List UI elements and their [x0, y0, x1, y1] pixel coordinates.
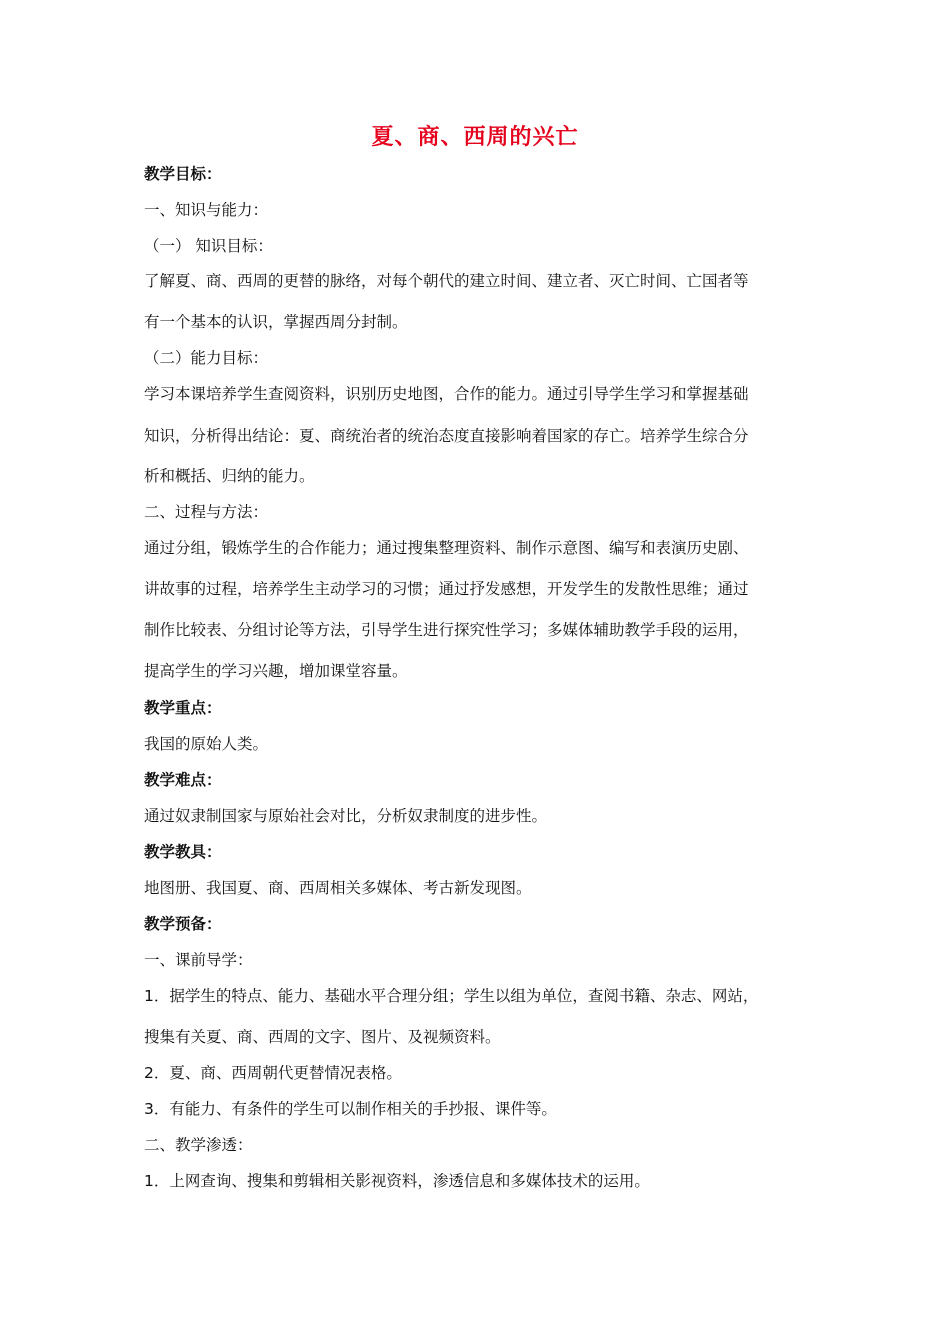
paragraph-line: 我国的原始人类。: [144, 735, 269, 753]
paragraph-line: 讲故事的过程，培养学生主动学习的习惯；通过抒发感想，开发学生的发散性思维；通过: [144, 580, 749, 598]
heading-teaching-preparation: 教学预备：: [144, 915, 222, 933]
paragraph-line: 通过分组，锻炼学生的合作能力；通过搜集整理资料、制作示意图、编写和表演历史剧、: [144, 539, 749, 557]
paragraph-line: 了解夏、商、西周的更替的脉络，对每个朝代的建立时间、建立者、灭亡时间、亡国者等: [144, 272, 749, 290]
paragraph-line: 学习本课培养学生查阅资料，识别历史地图，合作的能力。通过引导学生学习和掌握基础: [144, 385, 749, 403]
list-item: 3．有能力、有条件的学生可以制作相关的手抄报、课件等。: [144, 1100, 557, 1118]
list-item: 2．夏、商、西周朝代更替情况表格。: [144, 1064, 402, 1082]
heading-teaching-focus: 教学重点：: [144, 699, 222, 717]
paragraph-line: 制作比较表、分组讨论等方法，引导学生进行探究性学习；多媒体辅助教学手段的运用，: [144, 621, 749, 639]
section-teaching-infiltration: 二、教学渗透：: [144, 1136, 253, 1154]
paragraph-line: 通过奴隶制国家与原始社会对比，分析奴隶制度的进步性。: [144, 807, 548, 825]
paragraph-line: 提高学生的学习兴趣，增加课堂容量。: [144, 662, 408, 680]
section-process-method: 二、过程与方法：: [144, 503, 269, 521]
heading-teaching-goals: 教学目标：: [144, 165, 222, 183]
section-knowledge-ability: 一、知识与能力：: [144, 201, 269, 219]
section-pre-class-guide: 一、课前导学：: [144, 951, 253, 969]
subsection-knowledge-goal: （一） 知识目标：: [144, 237, 273, 255]
paragraph-line: 知识，分析得出结论：夏、商统治者的统治态度直接影响着国家的存亡。培养学生综合分: [144, 427, 749, 445]
list-item-continuation: 搜集有关夏、商、西周的文字、图片、及视频资料。: [144, 1028, 501, 1046]
paragraph-line: 析和概括、归纳的能力。: [144, 467, 315, 485]
paragraph-line: 地图册、我国夏、商、西周相关多媒体、考古新发现图。: [144, 879, 532, 897]
heading-teaching-difficulty: 教学难点：: [144, 771, 222, 789]
paragraph-line: 有一个基本的认识，掌握西周分封制。: [144, 313, 408, 331]
heading-teaching-tools: 教学教具：: [144, 843, 222, 861]
document-title: 夏、商、西周的兴亡: [371, 125, 579, 150]
list-item: 1．据学生的特点、能力、基础水平合理分组；学生以组为单位，查阅书籍、杂志、网站，: [144, 987, 759, 1005]
subsection-ability-goal: （二）能力目标：: [144, 349, 269, 367]
list-item: 1．上网查询、搜集和剪辑相关影视资料，渗透信息和多媒体技术的运用。: [144, 1172, 650, 1190]
